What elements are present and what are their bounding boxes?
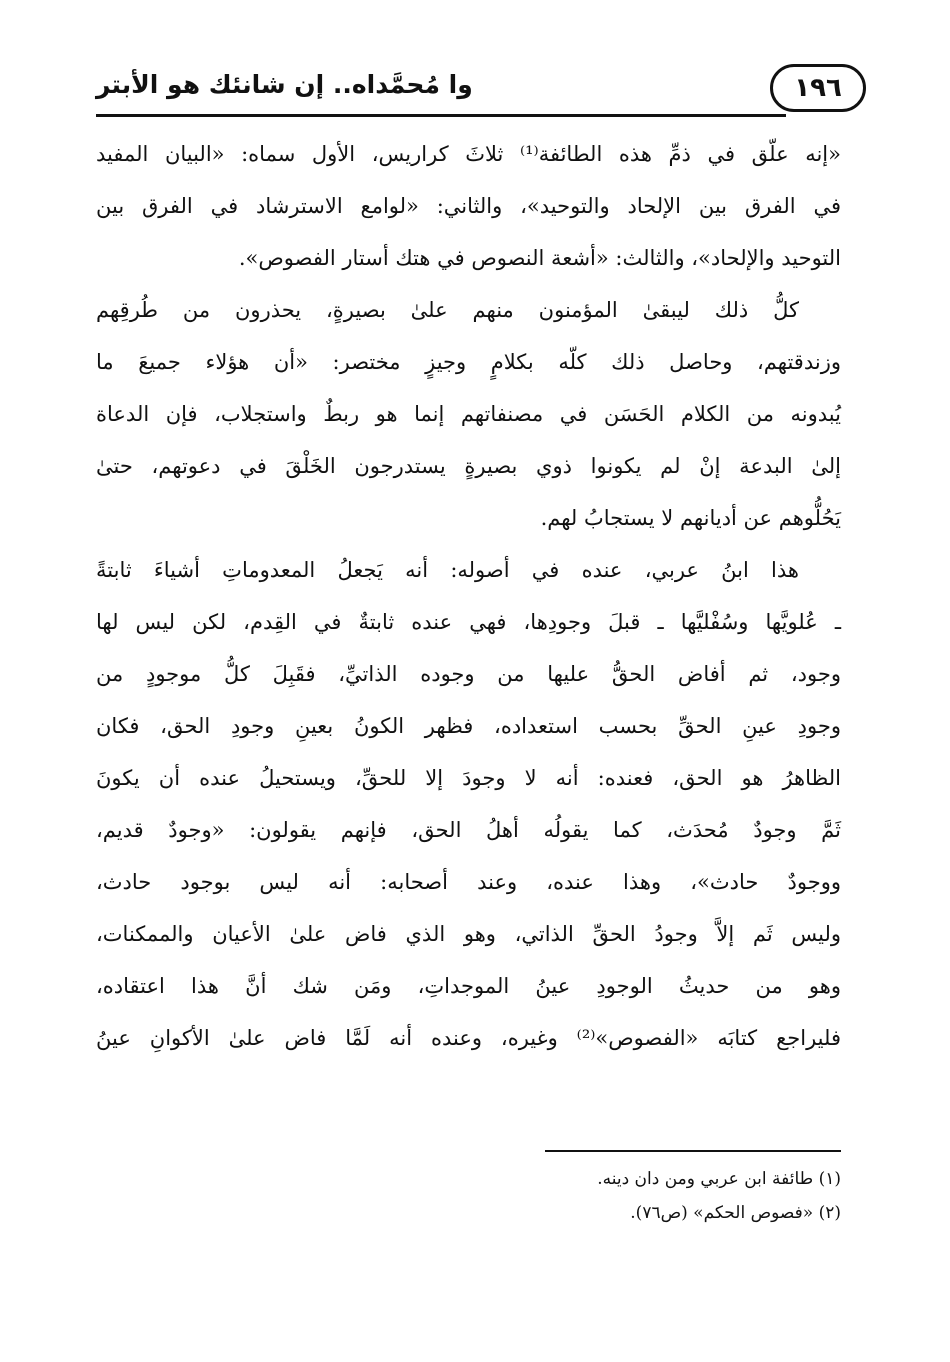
body-line: يُبدونه من الكلام الحَسَن في مصنفاتهم إنما هو ربطٌ واستجلاب، فإن الدعاة [96,402,841,426]
body-line: وجودِ عينِ الحقِّ بحسب استعداده، فظهر الكونُ بعينِ وجودِ الحق، فكان [96,714,841,738]
body-line: وهو من حديثُ الوجودِ عينُ الموجداتِ، ومَن شك أنَّ هذا اعتقاده، [96,974,841,998]
body-line: وجود، ثم أفاض الحقُّ عليها من وجوده الذاتيِّ، فقَبِلَ كلُّ موجودٍ من [96,662,841,686]
body-line: الظاهرُ هو الحق، فعنده: أنه لا وجودَ إلا للحقِّ، ويستحيلُ عنده أن يكونَ [96,766,841,790]
body-line: فليراجع كتابَه «الفصوص»⁽²⁾ وغيره، وعنده أنه لَمَّا فاض علىٰ الأكوانِ عينُ [96,1026,841,1050]
body-line: التوحيد والإلحاد»، والثالث: «أشعة النصوص في هتك أستار الفصوص». [238,246,841,270]
body-line: «إنه علّق في ذمِّ هذه الطائفة⁽¹⁾ ثلاثَ كراريس، الأول سماه: «البيان المفيد [96,142,841,166]
page-number: ١٩٦ [770,64,866,112]
body-line: وزندقتهم، وحاصل ذلك كلّه بكلامٍ وجيزٍ مختصر: «أن هؤلاء جميعَ ما [96,350,841,374]
body-line: كلُّ ذلك ليبقىٰ المؤمنون منهم علىٰ بصيرةٍ، يحذرون من طُرقِهم [96,298,799,322]
header-rule [96,114,786,117]
body-line: في الفرق بين الإلحاد والتوحيد»، والثاني: «لوامع الاسترشاد في الفرق بين [96,194,841,218]
body-line: ـ عُلويَّها وسُفْليَّها ـ قبلَ وجودِها، فهي عنده ثابتةٌ في القِدم، لكن ليس لها [96,610,841,634]
body-line: وليس ثَم إلاَّ وجودُ الحقِّ الذاتي، وهو الذي فاض علىٰ الأعيان والممكنات، [96,922,841,946]
body-line: يَحُلُّوهم عن أديانهم لا يستجابُ لهم. [540,506,841,530]
footnote: (١) طائفة ابن عربي ومن دان دينه. [597,1169,841,1189]
body-line: ثَمَّ وجودٌ مُحدَث، كما يقولُه أهلُ الحق، فإنهم يقولون: «وجودٌ قديم، [96,818,841,842]
footnote: (٢) «فصوص الحكم» (ص٧٦). [630,1203,841,1223]
body-line: ووجودٌ حادث»، وهذا عنده، وعند أصحابه: أنه ليس بوجود حادث، [96,870,841,894]
footnotes [96,1162,841,1230]
body-line: هذا ابنُ عربي، عنده في أصوله: أنه يَجعلُ المعدوماتِ أشياءَ ثابتةً [96,558,799,582]
running-title: وا مُحمَّداه.. إن شانئك هو الأبتر [96,70,473,99]
footnote-separator [545,1150,841,1152]
page-header [96,58,866,122]
body-text [96,128,841,1064]
body-line: إلىٰ البدعة إنْ لم يكونوا ذوي بصيرةٍ يستدرجون الخَلْقَ في دعوتهم، حتىٰ [96,454,841,478]
